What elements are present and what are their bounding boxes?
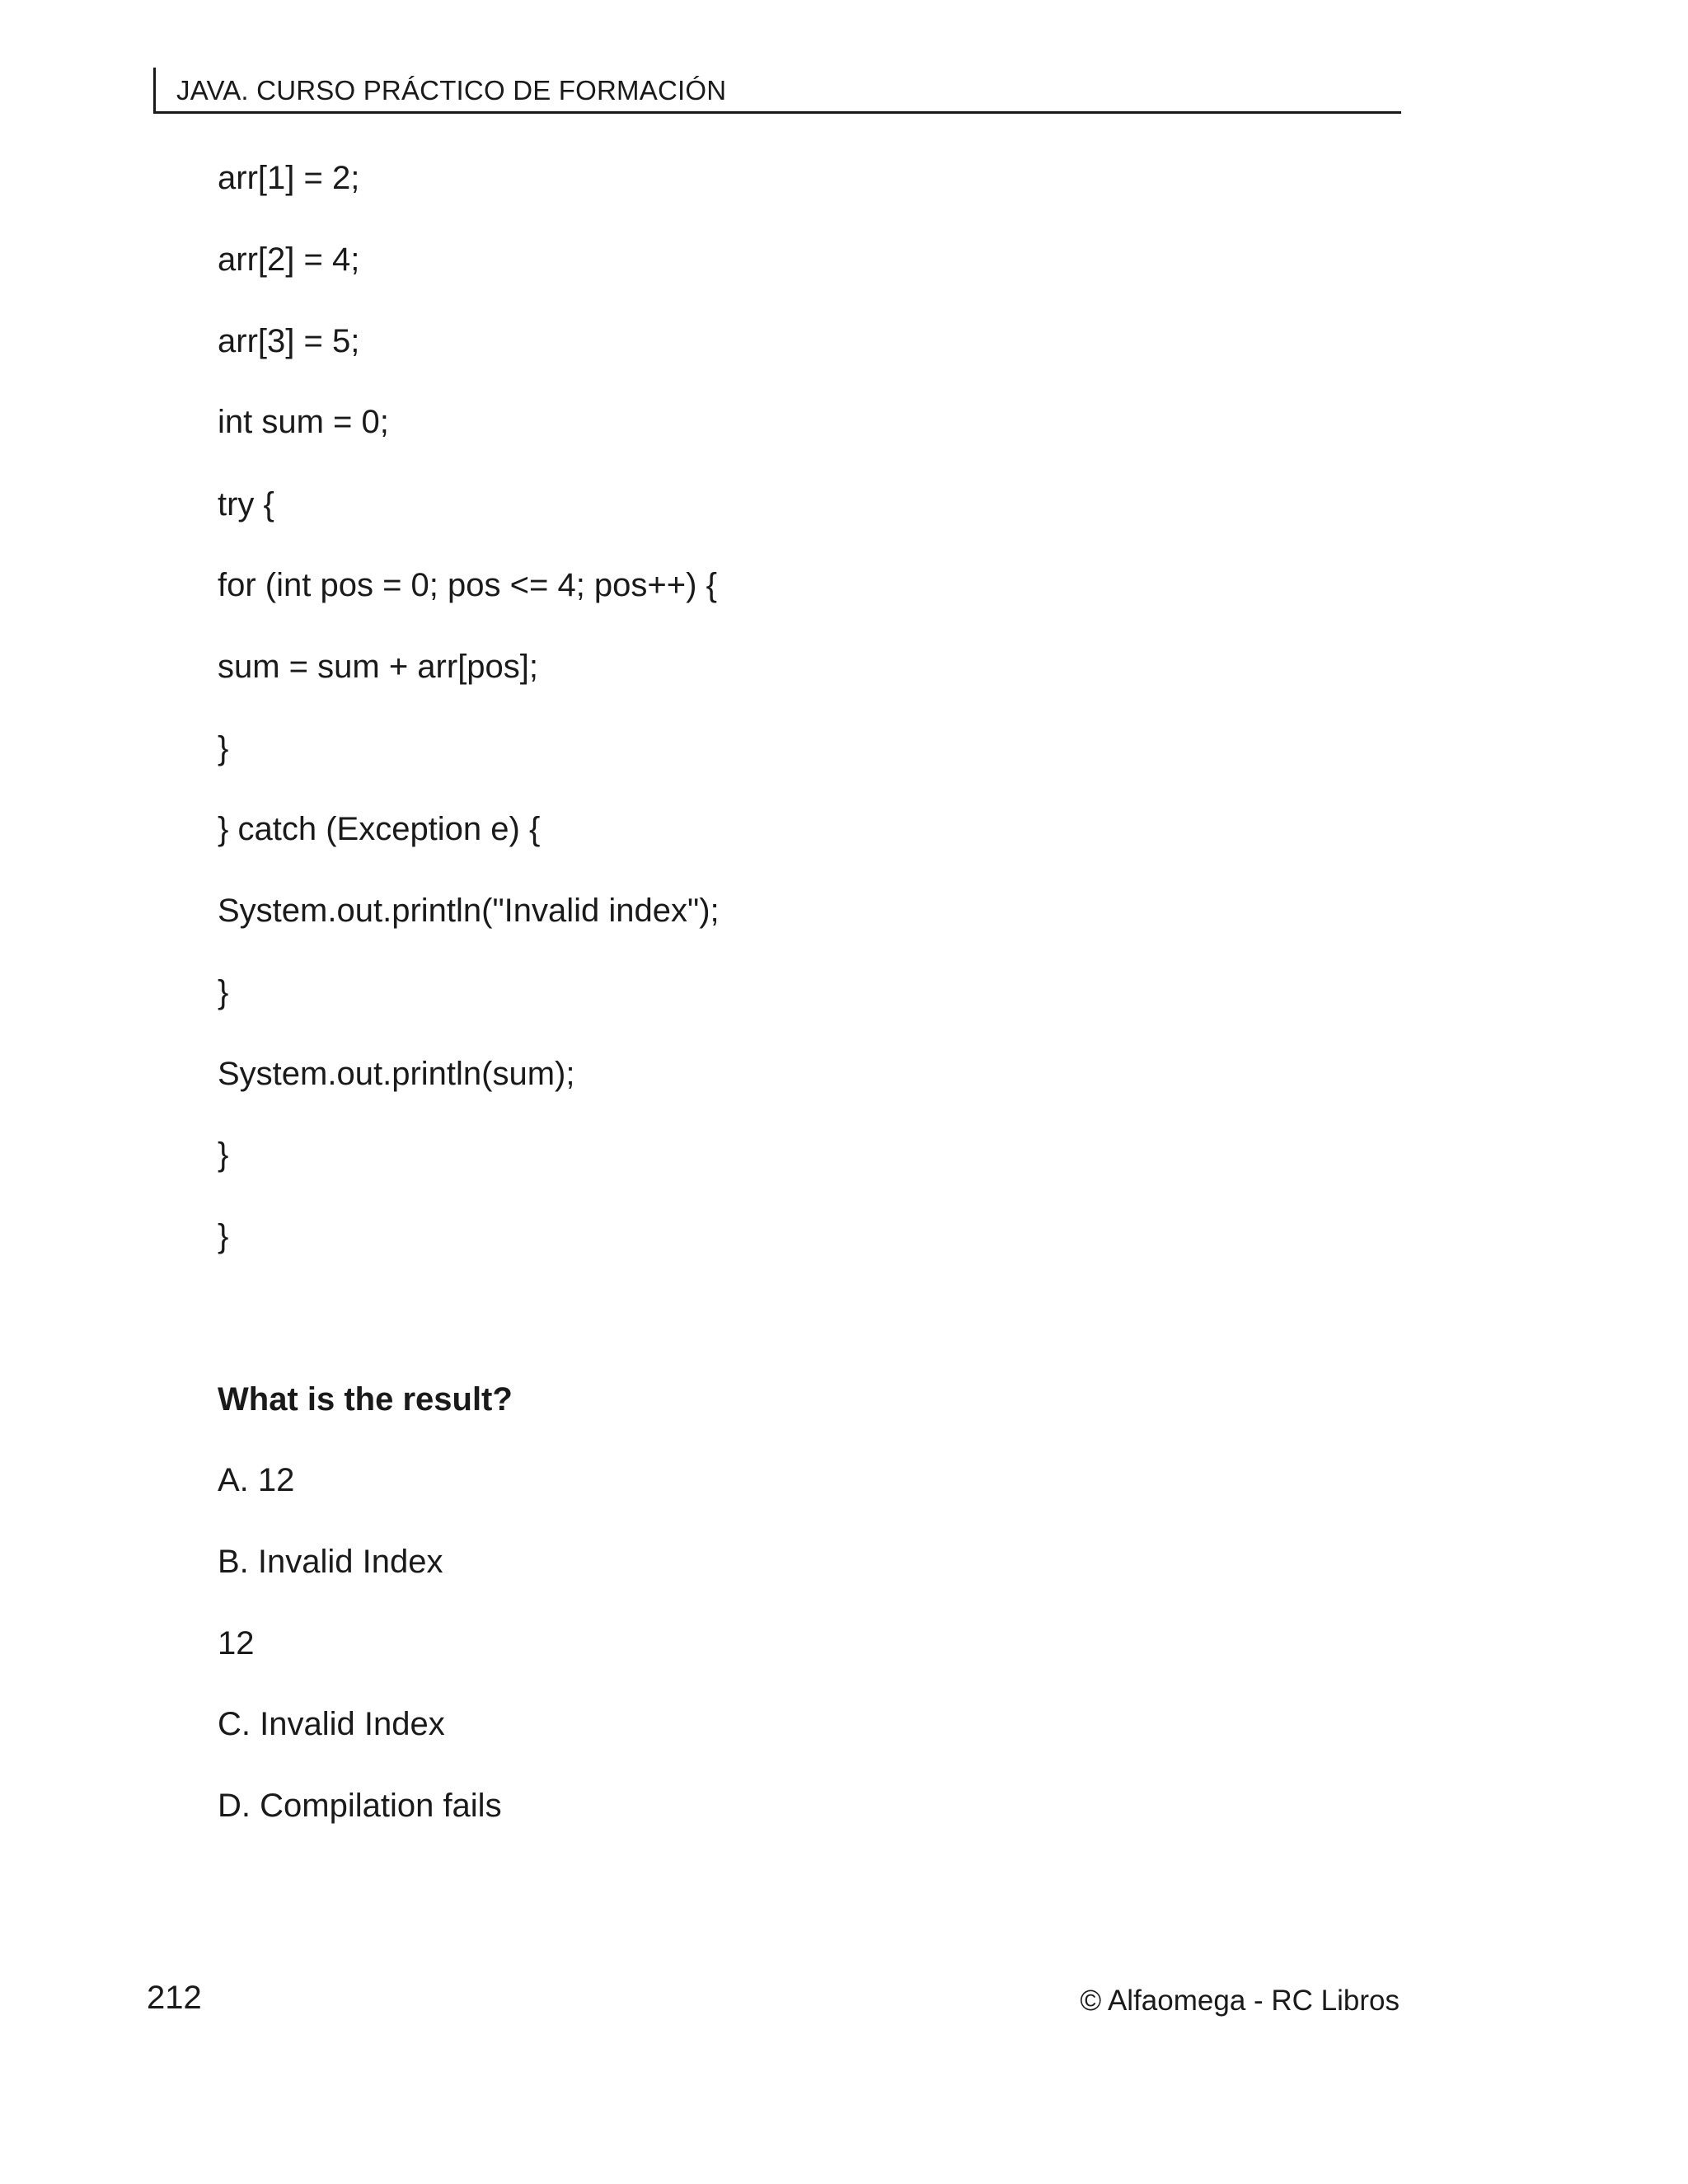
code-line: } catch (Exception e) { bbox=[218, 811, 541, 847]
running-header bbox=[153, 68, 1401, 114]
answer-option: D. Compilation fails bbox=[218, 1788, 502, 1824]
code-line: arr[1] = 2; bbox=[218, 160, 360, 196]
running-title: JAVA. CURSO PRÁCTICO DE FORMACIÓN bbox=[176, 75, 727, 105]
code-line: } bbox=[218, 730, 229, 766]
copyright-notice: © Alfaomega - RC Libros bbox=[1080, 1985, 1400, 2017]
code-line: for (int pos = 0; pos <= 4; pos++) { bbox=[218, 567, 717, 603]
code-line: int sum = 0; bbox=[218, 404, 389, 440]
code-line: } bbox=[218, 974, 229, 1010]
code-line: try { bbox=[218, 486, 274, 523]
code-line: System.out.println("Invalid index"); bbox=[218, 893, 720, 929]
answer-option: B. Invalid Index bbox=[218, 1544, 443, 1580]
answer-option: 12 bbox=[218, 1625, 255, 1661]
answer-option: C. Invalid Index bbox=[218, 1706, 445, 1742]
code-line: sum = sum + arr[pos]; bbox=[218, 649, 539, 685]
code-line: System.out.println(sum); bbox=[218, 1056, 575, 1092]
code-line: } bbox=[218, 1137, 229, 1173]
code-line: arr[3] = 5; bbox=[218, 323, 360, 359]
code-line: arr[2] = 4; bbox=[218, 241, 360, 278]
question-prompt: What is the result? bbox=[218, 1381, 513, 1418]
page-number: 212 bbox=[147, 1980, 202, 2016]
code-line: } bbox=[218, 1218, 229, 1254]
answer-option: A. 12 bbox=[218, 1462, 295, 1498]
